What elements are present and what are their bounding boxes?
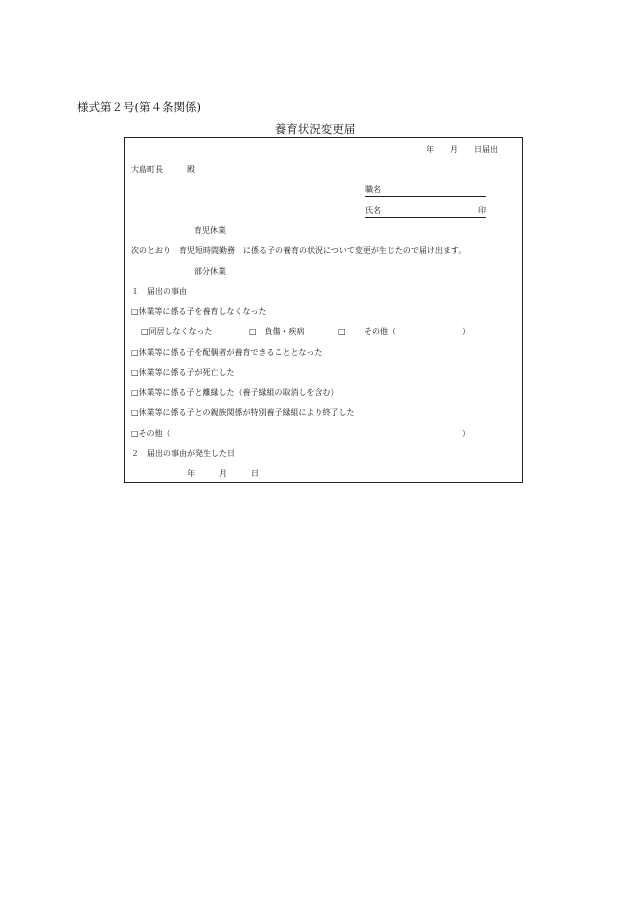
name-label: 氏名 bbox=[365, 206, 381, 215]
sub-reason-other-checkbox: □ bbox=[338, 327, 346, 336]
section-1-heading: １ 届出の事由 bbox=[131, 287, 187, 296]
sub-reason-injury-illness: □ 負傷・疾病 bbox=[249, 327, 305, 336]
form-number-label: 様式第２号(第４条関係) bbox=[77, 100, 201, 114]
submission-date-line: 年 月 日届出 bbox=[426, 145, 498, 154]
sub-reason-other-close: ） bbox=[462, 327, 470, 336]
reason-no-longer-caring: □休業等に係る子を養育しなくなった bbox=[131, 307, 267, 316]
change-statement: 次のとおり 育児短時間勤務 に係る子の養育の状況について変更が生じたので届け出ます。 bbox=[131, 246, 467, 255]
form-title: 養育状況変更届 bbox=[274, 122, 356, 136]
seal-mark: 印 bbox=[478, 206, 486, 215]
reason-other: □その他（ bbox=[131, 429, 171, 438]
option-partial-leave: 部分休業 bbox=[194, 267, 226, 276]
reason-spouse-can-care: □休業等に係る子を配偶者が養育できることとなった bbox=[131, 348, 323, 357]
reason-child-died: □休業等に係る子が死亡した bbox=[131, 368, 235, 377]
reason-special-adoption-end: □休業等に係る子との親族関係が特別養子縁組により終了した bbox=[131, 408, 355, 417]
addressee: 大島町長 殿 bbox=[131, 165, 195, 174]
reason-other-close: ） bbox=[462, 429, 470, 438]
sub-reason-other: その他（ bbox=[364, 327, 396, 336]
name-field bbox=[365, 207, 486, 218]
option-childcare-leave: 育児休業 bbox=[194, 226, 226, 235]
sub-reason-not-cohabiting: □同居しなくなった bbox=[141, 327, 213, 336]
position-field bbox=[365, 186, 486, 197]
reason-dissolved-adoption: □休業等に係る子と離縁した（養子縁組の取消しを含む） bbox=[131, 388, 339, 397]
section-2-heading: ２ 届出の事由が発生した日 bbox=[131, 449, 235, 458]
occurrence-date: 年 月 日 bbox=[187, 469, 259, 478]
form-box bbox=[124, 137, 523, 483]
position-label: 職名 bbox=[365, 185, 381, 194]
